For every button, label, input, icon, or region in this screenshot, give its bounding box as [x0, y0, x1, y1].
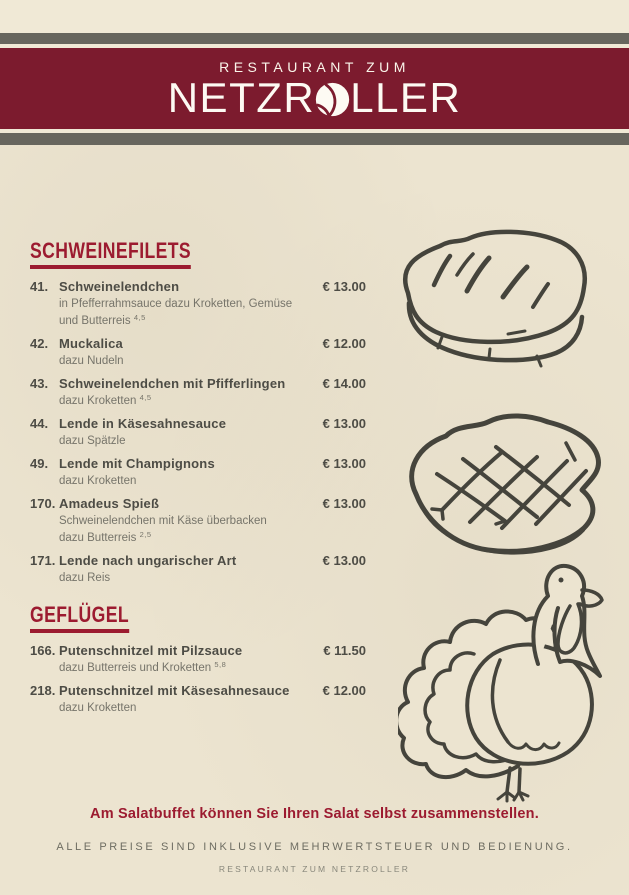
- item-price: € 13.00: [322, 553, 366, 568]
- restaurant-name: [167, 74, 462, 121]
- item-price: € 13.00: [322, 456, 366, 471]
- item-description: und Butterreis $^{4,5}$: [59, 313, 146, 327]
- item-description: dazu Butterreis und Kroketten $^{5,8}$: [59, 660, 227, 674]
- item-name: Schweinelendchen mit Pfifferlingen: [59, 376, 286, 391]
- item-description: dazu Kroketten $^{4,5}$: [59, 393, 152, 407]
- menu-item: [30, 684, 366, 715]
- item-description: dazu Spätzle: [59, 435, 126, 447]
- menu-item: [30, 417, 366, 448]
- turkey-illustration: [398, 556, 628, 806]
- item-description: Schweinelendchen mit Käse überbacken: [59, 515, 267, 527]
- item-price: € 12.00: [322, 336, 366, 351]
- item-price: € 13.00: [322, 416, 366, 431]
- item-name: Amadeus Spieß: [59, 496, 160, 511]
- item-number: 41.: [30, 279, 49, 294]
- divider-bar-top: [0, 33, 629, 44]
- item-number: 49.: [30, 456, 49, 471]
- item-name: Lende nach ungarischer Art: [59, 553, 237, 568]
- header-tagline: RESTAURANT ZUM: [219, 59, 410, 75]
- divider-bar-bottom: [0, 133, 629, 145]
- item-description: dazu Reis: [59, 572, 111, 584]
- item-description: dazu Kroketten: [59, 475, 137, 487]
- menu-item: [30, 280, 366, 328]
- menu-item: [30, 457, 366, 488]
- menu-item: [30, 644, 366, 675]
- menu-item: [30, 554, 366, 585]
- item-price: € 12.00: [322, 683, 366, 698]
- crosshatch-steak-illustration: [388, 402, 625, 570]
- footer-restaurant-name: RESTAURANT ZUM NETZROLLER: [218, 864, 411, 874]
- item-number: 170.: [30, 496, 56, 511]
- menu-item: [30, 377, 366, 408]
- item-number: 218.: [30, 683, 56, 698]
- prices-included-note: ALLE PREISE SIND INKLUSIVE MEHRWERTSTEUER UND BEDIENUNG.: [56, 841, 573, 853]
- item-name: Lende in Käsesahnesauce: [59, 416, 227, 431]
- item-name: Lende mit Champignons: [59, 456, 215, 471]
- section-title: GEFLÜGEL: [30, 604, 129, 633]
- item-price: € 13.00: [322, 279, 366, 294]
- header-band: [0, 48, 629, 129]
- item-description: dazu Nudeln: [59, 355, 124, 367]
- item-number: 171.: [30, 553, 56, 568]
- item-number: 42.: [30, 336, 49, 351]
- grilled-steak-illustration: [390, 215, 605, 397]
- section-gefluegel: [30, 604, 366, 724]
- item-description: dazu Kroketten: [59, 702, 137, 714]
- item-price: € 13.00: [322, 496, 366, 511]
- item-number: 44.: [30, 416, 49, 431]
- item-name: Muckalica: [59, 336, 123, 351]
- menu-item: [30, 337, 366, 368]
- item-number: 166.: [30, 643, 56, 658]
- tennis-ball-icon: [314, 81, 351, 118]
- salad-buffet-note: Am Salatbuffet können Sie Ihren Salat selbst zusammenstellen.: [90, 806, 539, 822]
- restaurant-name-post: LLER: [350, 74, 462, 121]
- item-price: € 14.00: [322, 376, 366, 391]
- item-description: dazu Butterreis $^{2,5}$: [59, 530, 152, 544]
- item-number: 43.: [30, 376, 49, 391]
- top-strip: [0, 0, 629, 33]
- item-description: in Pfefferrahmsauce dazu Kroketten, Gemüse: [59, 298, 293, 310]
- item-name: Putenschnitzel mit Pilzsauce: [59, 643, 243, 658]
- section-schweinefilets: [30, 240, 366, 594]
- menu-item: [30, 497, 366, 545]
- restaurant-name-pre: NETZR: [167, 74, 316, 121]
- section-title: SCHWEINEFILETS: [30, 240, 191, 269]
- item-name: Putenschnitzel mit Käsesahnesauce: [59, 683, 290, 698]
- item-name: Schweinelendchen: [59, 279, 180, 294]
- item-price: € 11.50: [323, 643, 366, 658]
